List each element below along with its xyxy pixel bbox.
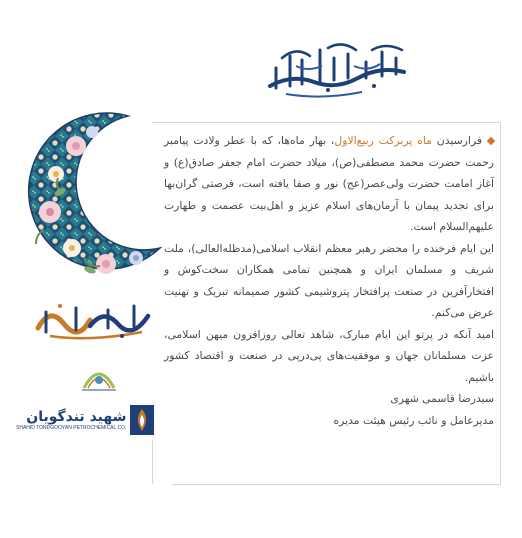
p1-highlight: ماه پربرکت ربیع‌الاول — [334, 134, 432, 147]
frame-line-bottom — [172, 484, 501, 485]
company-logo — [16, 402, 166, 438]
signer-name: سیدرضا قاسمی شهری — [390, 392, 494, 405]
company-latin-name: SHAHID TONDGOOYAN PETROCHEMICAL CO. — [16, 425, 127, 431]
frame-line-top — [152, 122, 500, 123]
rabi-mowsem-milad-logo — [30, 298, 155, 340]
p1-lead: فرارسیدن — [431, 134, 482, 147]
bismillah-calligraphy — [262, 38, 412, 100]
badge-emblem — [78, 362, 120, 394]
bullet-diamond-icon — [487, 137, 495, 145]
message-paragraph-2: این ایام فرخنده را محضر رهبر معظم انقلاب اسلامی(مدظله‌العالی)، ملت شریف و مسلمان ایران و همچنین تمامی همکاران سخت‌کوش و افتخارآفرین در صنعت پرافتخار پتروشیمی کشور صمیمانه تبریک و تهنیت عرض می‌کنم. — [164, 241, 494, 319]
message-paragraph-1 — [164, 130, 494, 238]
frame-line-left — [152, 440, 153, 484]
crescent-moon-art — [20, 108, 170, 283]
message-body — [164, 130, 494, 431]
signer-title: مدیرعامل و نائب رئیس هیئت مدیره — [333, 413, 494, 427]
message-paragraph-3: امید آنکه در پرتو این ایام مبارک، شاهد تعالی روزافزون میهن اسلامی، عزت مسلمانان جهان و موفقیت‌های پی‌درپی در صنعت و اقتصاد کشور باشیم. — [164, 327, 494, 384]
p1-body: ، بهار ماه‌ها، که با عطر ولادت پیامبر رحمت حضرت محمد مصطفی(ص)، میلاد حضرت امام جعفر صادق(ع) و آغاز امامت حضرت ولی‌عصر(عج) نور و صفا یافته است، فرصتی گران‌بها برای تجدید پیمان با آرمان‌های اسلام عزیز و اهل‌بیت عصمت و طهارت علیهم‌السلام است. — [164, 134, 494, 233]
company-text-block — [16, 409, 126, 431]
company-name: شهید تندگویان — [26, 409, 127, 425]
frame-line-right — [500, 122, 501, 484]
company-mark-icon — [130, 405, 154, 435]
